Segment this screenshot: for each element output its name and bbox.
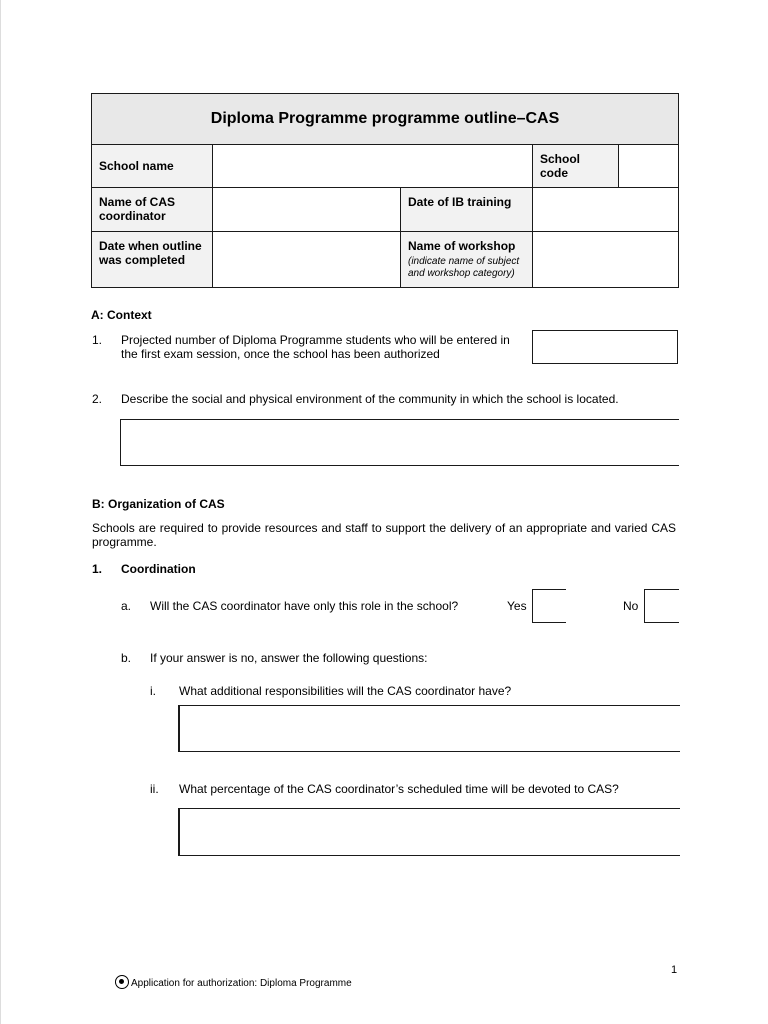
no-label: No [623,599,639,613]
workshop-label-cell [401,232,533,288]
section-a-heading: A: Context [91,308,152,322]
ib-logo-icon [115,975,129,989]
qii-answer-box[interactable] [178,808,680,856]
cas-coordinator-label: Name of CAS coordinator [92,188,213,232]
q1-answer-box[interactable] [532,330,678,364]
qii-text: What percentage of the CAS coordinator’s scheduled time will be devoted to CAS? [179,782,619,796]
yes-checkbox[interactable] [532,589,566,623]
q2-number: 2. [92,392,103,406]
footer-text: Application for authorization: Diploma Programme [131,978,352,989]
school-code-field[interactable] [619,145,679,188]
coordination-number: 1. [92,562,103,576]
page-edge [0,0,1,1024]
q1-number: 1. [92,333,103,347]
q1-text: Projected number of Diploma Programme students who will be entered in the first exam session, once the school has been authorized [121,333,510,361]
outline-completed-label: Date when outline was completed [92,232,213,288]
qb-letter: b. [121,651,132,665]
qa-letter: a. [121,599,132,613]
section-b-heading: B: Organization of CAS [92,497,225,511]
no-checkbox[interactable] [644,589,679,623]
school-name-field[interactable] [213,145,533,188]
q2-answer-box[interactable] [120,419,679,466]
outline-completed-field[interactable] [213,232,401,288]
workshop-field[interactable] [533,232,679,288]
qi-number: i. [150,684,156,698]
workshop-label: Name of workshop [408,239,516,253]
ib-training-label: Date of IB training [401,188,533,232]
yes-label: Yes [507,599,527,613]
qb-text: If your answer is no, answer the following questions: [150,651,428,665]
qii-number: ii. [150,782,159,796]
school-name-label: School name [92,145,213,188]
ib-training-field[interactable] [533,188,679,232]
school-code-label: School code [533,145,619,188]
qi-text: What additional responsibilities will the CAS coordinator have? [179,684,512,698]
cas-coordinator-field[interactable] [213,188,401,232]
qi-answer-box[interactable] [178,705,680,752]
coordination-title: Coordination [121,562,196,576]
form-title: Diploma Programme programme outline–CAS [92,94,679,145]
section-b-intro: Schools are required to provide resources and staff to support the delivery of an appropriate and varied CAS programme. [92,521,676,549]
qa-text: Will the CAS coordinator have only this role in the school? [150,599,459,613]
page-number: 1 [671,964,678,976]
header-table [91,93,679,288]
q2-text: Describe the social and physical environment of the community in which the school is located. [121,392,619,406]
workshop-hint: (indicate name of subject and workshop category) [408,256,520,279]
